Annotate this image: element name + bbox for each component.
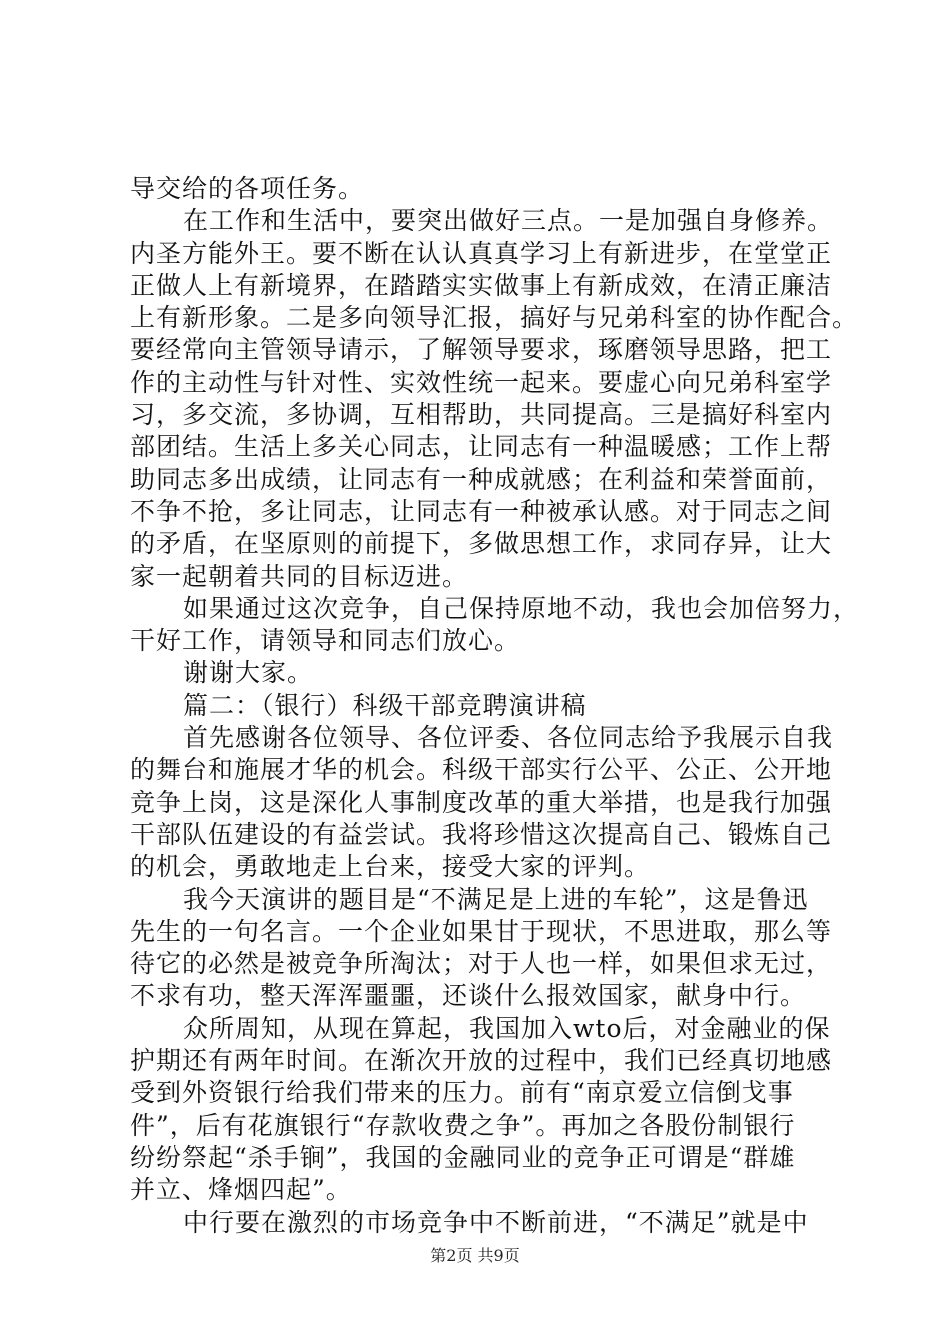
text-line: 纷纷祭起“杀手锏”，我国的金融同业的竞争正可谓是“群雄 (130, 1142, 796, 1172)
text-line: 篇二：（银行）科级干部竞聘演讲稿 (183, 690, 587, 720)
text-line: 作的主动性与针对性、实效性统一起来。要虚心向兄弟科室学 (130, 367, 833, 397)
text-line: 的矛盾，在坚原则的前提下，多做思想工作，求同存异，让大 (130, 529, 833, 559)
text-line: 的舞台和施展才华的机会。科级干部实行公平、公正、公开地 (130, 755, 833, 785)
text-line: 不求有功，整天浑浑噩噩，还谈什么报效国家，献身中行。 (130, 981, 807, 1011)
text-line: 竞争上岗，这是深化人事制度改革的重大举措，也是我行加强 (130, 787, 833, 817)
text-line: 众所周知，从现在算起，我国加入wto后，对金融业的保 (183, 1013, 831, 1043)
text-line: 正做人上有新境界，在踏踏实实做事上有新成效，在清正廉洁 (130, 270, 833, 300)
document-body (130, 173, 860, 1239)
text-line: 受到外资银行给我们带来的压力。前有“南京爱立信倒戈事 (130, 1078, 794, 1108)
page-number-footer: 第2页 共9页 (430, 1246, 520, 1265)
text-line: 首先感谢各位领导、各位评委、各位同志给予我展示自我 (183, 723, 834, 753)
text-line: 并立、烽烟四起”。 (130, 1175, 352, 1205)
text-line: 件”，后有花旗银行“存款收费之争”。再加之各股份制银行 (130, 1110, 796, 1140)
text-line: 先生的一句名言。一个企业如果甘于现状，不思进取，那么等 (130, 916, 833, 946)
text-line: 我今天演讲的题目是“不满足是上进的车轮”，这是鲁迅 (183, 884, 809, 914)
text-line: 部团结。生活上多关心同志，让同志有一种温暖感；工作上帮 (130, 432, 833, 462)
text-line: 如果通过这次竞争，自己保持原地不动，我也会加倍努力， (183, 593, 860, 623)
text-line: 导交给的各项任务。 (130, 174, 365, 203)
text-line: 干部队伍建设的有益尝试。我将珍惜这次提高自己、锻炼自己 (130, 819, 833, 849)
text-line: 中行要在激烈的市场竞争中不断前进，“不满足”就是中 (183, 1207, 809, 1237)
text-line: 要经常向主管领导请示，了解领导要求，琢磨领导思路，把工 (130, 335, 833, 365)
text-line: 干好工作，请领导和同志们放心。 (130, 626, 521, 656)
text-line: 待它的必然是被竞争所淘汰；对于人也一样，如果但求无过， (130, 949, 833, 979)
text-line: 谢谢大家。 (183, 658, 314, 688)
text-line: 的机会，勇敢地走上台来，接受大家的评判。 (130, 852, 651, 882)
text-line: 在工作和生活中，要突出做好三点。一是加强自身修养。 (183, 206, 834, 236)
text-line: 上有新形象。二是多向领导汇报，搞好与兄弟科室的协作配合。 (130, 303, 859, 333)
text-line: 助同志多出成绩，让同志有一种成就感；在利益和荣誉面前， (130, 464, 833, 494)
text-line: 家一起朝着共同的目标迈进。 (130, 561, 469, 591)
text-line: 不争不抢，多让同志，让同志有一种被承认感。对于同志之间 (130, 496, 833, 526)
text-line: 习，多交流，多协调，互相帮助，共同提高。三是搞好科室内 (130, 400, 833, 430)
text-line: 护期还有两年时间。在渐次开放的过程中，我们已经真切地感 (130, 1046, 833, 1076)
text-line: 内圣方能外王。要不断在认认真真学习上有新进步，在堂堂正 (130, 238, 833, 268)
